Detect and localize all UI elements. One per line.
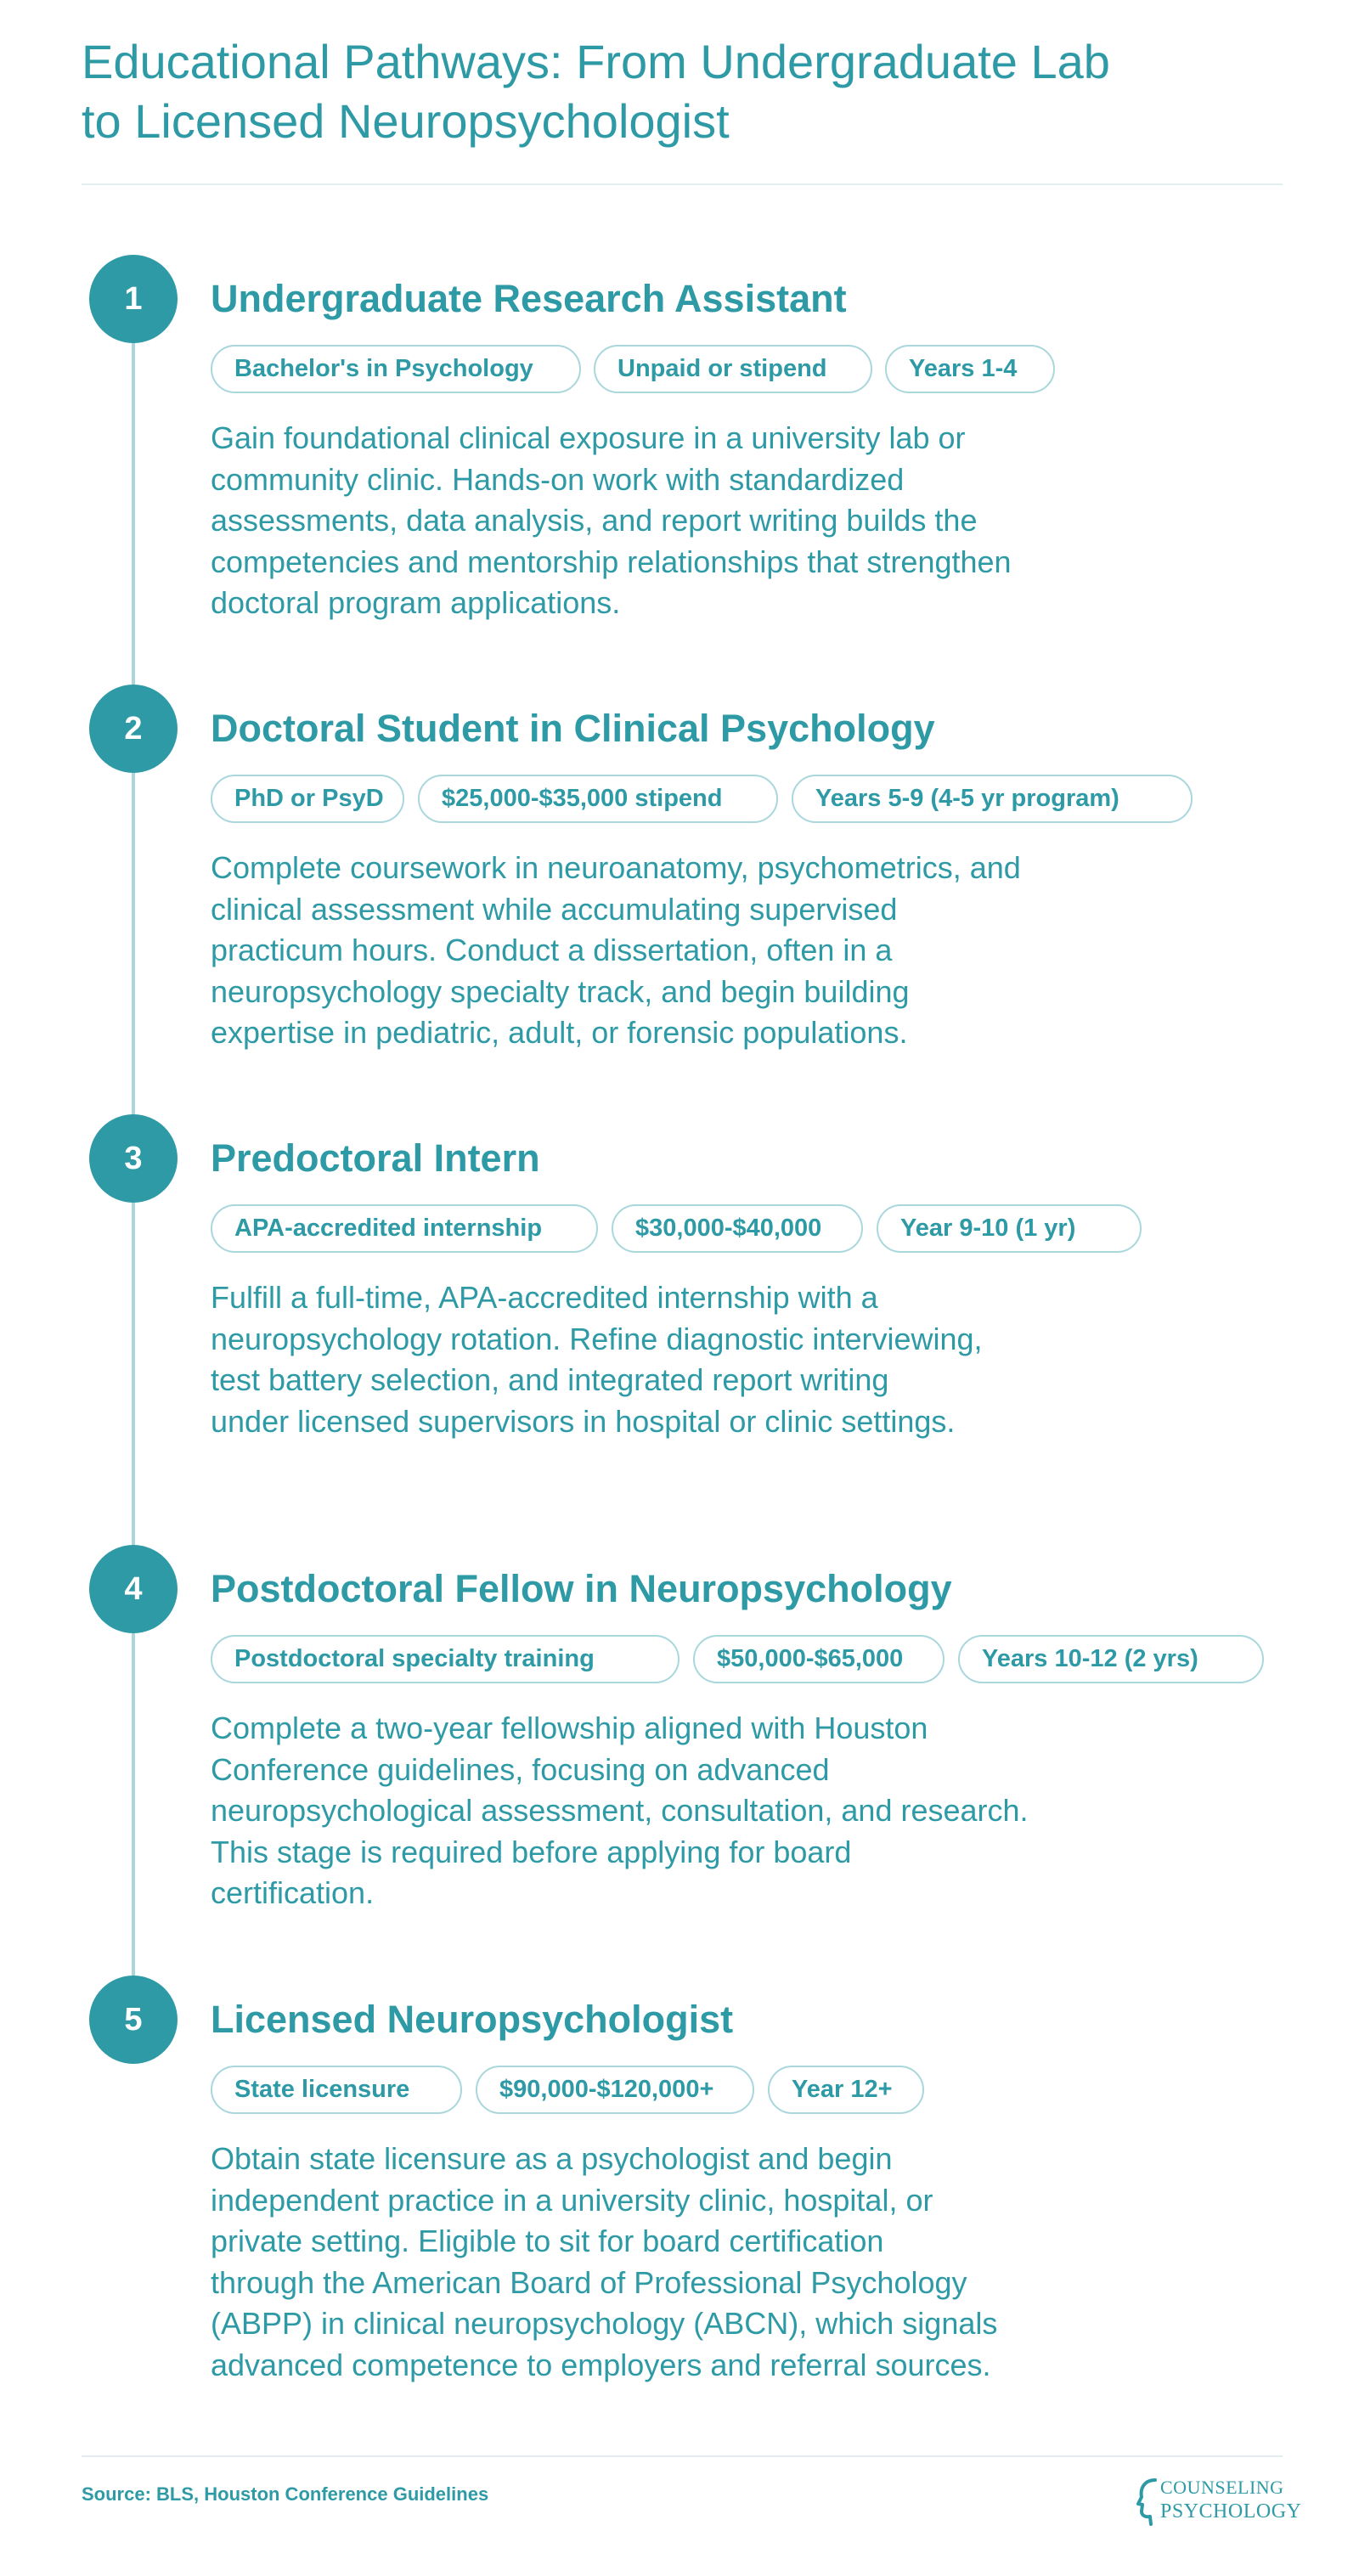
counseling-psychology-logo: [1136, 2475, 1302, 2531]
education-tag: PhD or PsyD: [211, 775, 404, 823]
description-line: neuropsychology rotation. Refine diagnostic interviewing,: [211, 1321, 983, 1356]
years-tag: Year 9-10 (1 yr): [877, 1204, 1142, 1253]
logo-text-line-2: PSYCHOLOGY: [1160, 2500, 1302, 2522]
description-line: Complete coursework in neuroanatomy, psychometrics, and: [211, 850, 1021, 885]
description-line: clinical assessment while accumulating supervised: [211, 891, 898, 927]
step-number-badge: 1: [89, 255, 178, 343]
step-description: [211, 1277, 1145, 1442]
description-line: community clinic. Hands-on work with standardized: [211, 461, 905, 497]
step-number-badge: 2: [89, 685, 178, 773]
description-line: expertise in pediatric, adult, or forensic populations.: [211, 1015, 908, 1050]
description-line: Obtain state licensure as a psychologist and begin: [211, 2141, 893, 2176]
description-line: neuropsychological assessment, consultation, and research.: [211, 1793, 1029, 1828]
step-title: Postdoctoral Fellow in Neuropsychology: [211, 1567, 952, 1610]
pay-tag: $25,000-$35,000 stipend: [418, 775, 778, 823]
description-line: private setting. Eligible to sit for board certification: [211, 2224, 884, 2258]
years-tag: Year 12+: [768, 2066, 924, 2114]
description-line: under licensed supervisors in hospital or clinic settings.: [211, 1403, 956, 1439]
education-tag: State licensure: [211, 2066, 462, 2114]
step-number-badge: 4: [89, 1545, 178, 1633]
education-tag: APA-accredited internship: [211, 1204, 598, 1253]
logo-text-line-1: COUNSELING: [1160, 2477, 1284, 2498]
description-line: assessments, data analysis, and report writing builds the: [211, 503, 978, 538]
step-description: [211, 1708, 1145, 1914]
step-title: Predoctoral Intern: [211, 1136, 540, 1180]
pay-tag: $50,000-$65,000: [693, 1635, 945, 1683]
step-description: [211, 418, 1145, 624]
header-divider: [82, 183, 1283, 185]
pay-tag: $90,000-$120,000+: [476, 2066, 754, 2114]
step-title: Undergraduate Research Assistant: [211, 277, 847, 320]
description-line: competencies and mentorship relationships that strengthen: [211, 544, 1012, 579]
page-title: [82, 32, 1186, 151]
description-line: practicum hours. Conduct a dissertation, often in a: [211, 933, 893, 967]
description-line: Gain foundational clinical exposure in a university lab or: [211, 420, 966, 455]
step-title: Licensed Neuropsychologist: [211, 1998, 734, 2041]
footer-divider: [82, 2455, 1283, 2457]
years-tag: Years 1-4: [885, 345, 1055, 393]
description-line: Complete a two-year fellowship aligned with Houston: [211, 1711, 928, 1745]
years-tag: Years 5-9 (4-5 yr program): [792, 775, 1193, 823]
description-line: through the American Board of Professional Psychology: [211, 2264, 967, 2300]
description-line: doctoral program applications.: [211, 585, 621, 620]
step-title: Doctoral Student in Clinical Psychology: [211, 707, 935, 750]
years-tag: Years 10-12 (2 yrs): [958, 1635, 1264, 1683]
page-title-line-1: Educational Pathways: From Undergraduate Lab: [82, 35, 1110, 88]
pay-tag: $30,000-$40,000: [612, 1204, 863, 1253]
step-number-badge: 5: [89, 1976, 178, 2064]
description-line: advanced competence to employers and referral sources.: [211, 2347, 991, 2382]
description-line: neuropsychology specialty track, and begin building: [211, 973, 910, 1009]
page-title-line-2: to Licensed Neuropsychologist: [82, 94, 730, 148]
description-line: test battery selection, and integrated report writing: [211, 1362, 889, 1397]
description-line: Conference guidelines, focusing on advanced: [211, 1751, 830, 1787]
education-tag: Postdoctoral specialty training: [211, 1635, 680, 1683]
step-description: [211, 2139, 1145, 2386]
description-line: (ABPP) in clinical neuropsychology (ABCN), which signals: [211, 2306, 998, 2341]
pay-tag: Unpaid or stipend: [594, 345, 872, 393]
source-note: Source: BLS, Houston Conference Guidelines: [82, 2483, 489, 2505]
description-line: This stage is required before applying for board: [211, 1834, 852, 1869]
education-tag: Bachelor's in Psychology: [211, 345, 581, 393]
description-line: certification.: [211, 1875, 375, 1910]
description-line: Fulfill a full-time, APA-accredited internship with a: [211, 1280, 878, 1315]
head-profile-icon: [1136, 2477, 1162, 2528]
step-description: [211, 848, 1145, 1054]
step-number-badge: 3: [89, 1114, 178, 1203]
description-line: independent practice in a university clinic, hospital, or: [211, 2182, 933, 2218]
